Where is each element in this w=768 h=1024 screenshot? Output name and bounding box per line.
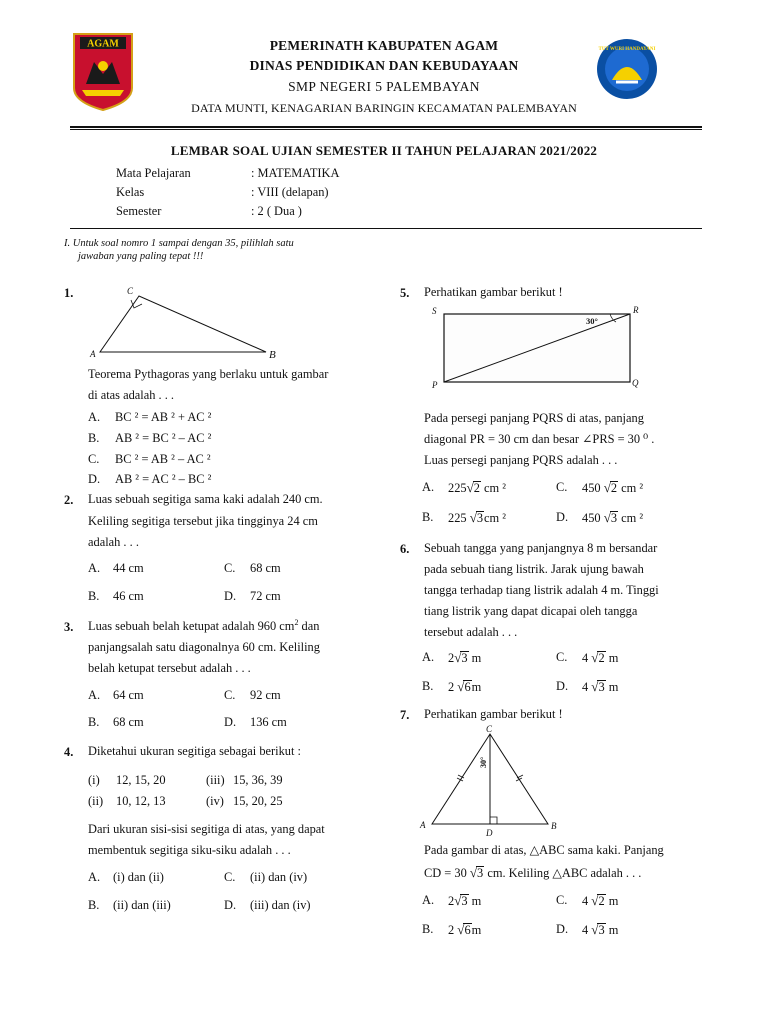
q5-option-b-pre: 225 (448, 511, 470, 525)
q6-option-a[interactable] (448, 650, 481, 666)
q1-option-b-letter[interactable]: B. (88, 431, 100, 445)
q7-label-c: C (486, 724, 493, 734)
q2-option-c-letter[interactable]: C. (224, 561, 236, 575)
q1-number: 1. (64, 286, 74, 300)
q5-option-a-pre: 225 (448, 481, 467, 495)
q5-option-c-rad: 2 (610, 481, 618, 495)
q7-option-a-rad: 3 (461, 894, 468, 908)
info-label-class: Kelas (116, 185, 145, 199)
q6-text-2: pada sebuah tiang listrik. Jarak ujung bawah (424, 562, 644, 576)
instruction-line-2: jawaban yang paling tepat !!! (78, 251, 204, 262)
q6-option-b-pre: 2 (448, 680, 458, 694)
q6-text-4: tiang listrik yang dapat dicapai oleh tangga (424, 604, 638, 618)
q6-option-d-rad: 3 (598, 680, 605, 694)
q4-number: 4. (64, 745, 74, 759)
q7-option-c-post: m (605, 894, 619, 908)
radical-icon: √ (457, 922, 465, 937)
instructions (64, 237, 364, 263)
radical-icon: √ (591, 650, 599, 665)
q7-text-2 (424, 862, 641, 884)
q4-set-ii-label: (ii) (88, 794, 104, 808)
q4-set-iii-label: (iii) (206, 773, 225, 787)
q2-option-d-letter[interactable]: D. (224, 589, 237, 603)
q4-set-ii: 10, 12, 13 (116, 794, 166, 808)
q3-option-b[interactable]: 68 cm (113, 715, 144, 729)
q5-label-p: P (432, 380, 438, 390)
q5-option-c-post: cm ² (618, 481, 644, 495)
q5-intro: Perhatikan gambar berikut ! (424, 285, 563, 299)
q4-set-i: 12, 15, 20 (116, 773, 166, 787)
q2-text-2: Keliling segitiga tersebut jika tingginya 24 cm (88, 514, 318, 528)
q7-option-b-rad: 6 (464, 923, 471, 937)
radical-icon: √ (591, 922, 599, 937)
radical-icon: √ (603, 510, 611, 525)
q7-text-2-rad: 3 (477, 866, 484, 880)
q5-label-angle: 30° (586, 316, 598, 326)
q7-option-c[interactable] (582, 893, 618, 909)
header-line-4: DATA MUNTI, KENAGARIAN BARINGIN KECAMATAN PALEMBAYAN (191, 101, 577, 115)
q3-option-d-letter[interactable]: D. (224, 715, 237, 729)
q4-option-c-letter[interactable]: C. (224, 870, 236, 884)
q5-label-q: Q (632, 378, 639, 388)
q5-option-a-letter[interactable]: A. (422, 480, 435, 494)
q5-option-d-letter[interactable]: D. (556, 510, 569, 524)
q7-option-d-rad: 3 (598, 923, 605, 937)
q5-text-3: Luas persegi panjang PQRS adalah . . . (424, 453, 618, 467)
info-rule (70, 228, 702, 229)
header-line-3: SMP NEGERI 5 PALEMBAYAN (288, 79, 480, 94)
q5-option-b-post: cm ² (484, 511, 506, 525)
q6-option-b-letter[interactable]: B. (422, 679, 434, 693)
q1-option-a[interactable]: BC ² = AB ² + AC ² (115, 410, 212, 424)
q5-label-s: S (432, 306, 437, 316)
q5-rectangle-figure (428, 304, 648, 392)
q7-number: 7. (400, 708, 410, 722)
q4-set-iv-label: (iv) (206, 794, 224, 808)
q6-option-a-letter[interactable]: A. (422, 650, 435, 664)
q1-option-a-letter[interactable]: A. (88, 410, 101, 424)
q5-label-r: R (633, 305, 639, 315)
radical-icon: √ (469, 865, 478, 880)
q6-option-a-post: m (468, 651, 482, 665)
q5-option-a[interactable] (448, 480, 506, 496)
q2-option-b-letter[interactable]: B. (88, 589, 100, 603)
info-value-class: : VIII (delapan) (251, 185, 329, 199)
q4-text-3: membentuk segitiga siku-siku adalah . . . (88, 843, 291, 857)
q5-option-b[interactable] (448, 510, 506, 526)
q5-option-d[interactable] (582, 510, 643, 526)
header-rule (70, 126, 702, 128)
q5-option-d-post: cm ² (618, 511, 644, 525)
radical-icon: √ (454, 893, 462, 908)
q7-option-c-letter[interactable]: C. (556, 893, 568, 907)
q3-text-1a: Luas sebuah belah ketupat adalah 960 cm (88, 619, 295, 633)
q7-option-d-letter[interactable]: D. (556, 922, 569, 936)
q5-option-c[interactable] (582, 480, 643, 496)
q3-text-1 (88, 616, 319, 637)
q3-text-2: panjangsalah satu diagonalnya 60 cm. Keliling (88, 640, 320, 654)
info-label-semester: Semester (116, 204, 162, 218)
radical-icon: √ (603, 480, 611, 495)
q4-option-a-letter[interactable]: A. (88, 870, 101, 884)
q2-option-b[interactable]: 46 cm (113, 589, 144, 603)
q2-option-a[interactable]: 44 cm (113, 561, 144, 575)
q5-option-a-rad: 2 (473, 481, 480, 495)
q6-option-c-pre: 4 (582, 651, 592, 665)
q6-option-d[interactable] (582, 679, 618, 695)
q7-option-d-post: m (605, 923, 619, 937)
q7-option-a-letter[interactable]: A. (422, 893, 435, 907)
q6-number: 6. (400, 542, 410, 556)
q6-option-d-letter[interactable]: D. (556, 679, 569, 693)
q1-option-d-letter[interactable]: D. (88, 472, 101, 486)
header-rule-thin (70, 129, 702, 130)
q4-option-a[interactable]: (i) dan (ii) (113, 870, 164, 884)
q2-number: 2. (64, 493, 74, 507)
q6-option-c-rad: 2 (598, 651, 605, 665)
q6-option-c-letter[interactable]: C. (556, 650, 568, 664)
tut-wuri-text: TUT WURI HANDAYANI (598, 47, 656, 52)
q4-option-b[interactable]: (ii) dan (iii) (113, 898, 171, 912)
q7-option-d[interactable] (582, 922, 618, 938)
q3-option-d[interactable]: 136 cm (250, 715, 287, 729)
q7-option-b[interactable] (448, 922, 481, 938)
q2-option-d[interactable]: 72 cm (250, 589, 281, 603)
q3-option-c[interactable]: 92 cm (250, 688, 281, 702)
q5-text-1: Pada persegi panjang PQRS di atas, panjang (424, 411, 644, 425)
radical-icon: √ (466, 480, 474, 495)
q7-option-a-post: m (468, 894, 482, 908)
q1-label-a: A (90, 349, 96, 359)
instruction-line-1: I. Untuk soal nomro 1 sampai dengan 35, pilihlah satu (64, 238, 294, 249)
q3-text-3: belah ketupat tersebut adalah . . . (88, 661, 251, 675)
header-line-2: DINAS PENDIDIKAN DAN KEBUDAYAAN (249, 58, 519, 73)
q1-option-c[interactable]: BC ² = AB ² – AC ² (115, 452, 211, 466)
info-value-semester: : 2 ( Dua ) (251, 204, 302, 218)
q1-text-2: di atas adalah . . . (88, 388, 175, 402)
q4-option-d-letter[interactable]: D. (224, 898, 237, 912)
q7-option-a-pre: 2 (448, 894, 455, 908)
q1-option-c-letter[interactable]: C. (88, 452, 100, 466)
q4-text-2: Dari ukuran sisi-sisi segitiga di atas, yang dapat (88, 822, 325, 836)
q7-label-b: B (551, 821, 557, 831)
q5-option-c-pre: 450 (582, 481, 604, 495)
q4-option-b-letter[interactable]: B. (88, 898, 100, 912)
q6-option-d-pre: 4 (582, 680, 592, 694)
q7-triangle-figure (420, 724, 570, 840)
q5-option-c-letter[interactable]: C. (556, 480, 568, 494)
q1-triangle-figure (90, 284, 290, 364)
exam-title: LEMBAR SOAL UJIAN SEMESTER II TAHUN PELAJARAN 2021/2022 (170, 143, 598, 158)
info-value-subject: : MATEMATIKA (251, 166, 340, 180)
q5-option-a-post: cm ² (480, 481, 506, 495)
q5-text-2: diagonal PR = 30 cm dan besar ∠PRS = 30 ⁰ . (424, 432, 655, 446)
q5-option-b-rad: 3 (476, 511, 484, 525)
q6-text-1: Sebuah tangga yang panjangnya 8 m bersandar (424, 541, 658, 555)
q7-text-2-pre: CD = 30 (424, 866, 470, 880)
q7-intro: Perhatikan gambar berikut ! (424, 707, 563, 721)
q2-option-c[interactable]: 68 cm (250, 561, 281, 575)
q1-text-1: Teorema Pythagoras yang berlaku untuk gambar (88, 367, 329, 381)
q2-text-1: Luas sebuah segitiga sama kaki adalah 240 cm. (88, 492, 323, 506)
radical-icon: √ (469, 510, 477, 525)
q7-option-b-pre: 2 (448, 923, 458, 937)
q7-option-b-post: m (471, 923, 482, 937)
q7-option-c-rad: 2 (598, 894, 605, 908)
q4-text-1: Diketahui ukuran segitiga sebagai berikut : (88, 744, 301, 758)
q6-option-d-post: m (605, 680, 619, 694)
radical-icon: √ (591, 679, 599, 694)
q3-option-a[interactable]: 64 cm (113, 688, 144, 702)
q7-label-d: D (486, 828, 493, 838)
radical-icon: √ (457, 679, 465, 694)
q6-option-b-rad: 6 (464, 680, 471, 694)
q4-set-iv: 15, 20, 25 (233, 794, 283, 808)
q7-label-a: A (420, 820, 426, 830)
q6-option-a-rad: 3 (461, 651, 468, 665)
q5-option-d-pre: 450 (582, 511, 604, 525)
q1-label-b: B (269, 349, 276, 361)
q3-option-a-letter[interactable]: A. (88, 688, 101, 702)
q1-option-b[interactable]: AB ² = BC ² – AC ² (115, 431, 212, 445)
q6-option-c[interactable] (582, 650, 618, 666)
agam-logo-text: AGAM (87, 38, 119, 50)
q1-label-c: C (127, 286, 134, 296)
q5-option-b-letter[interactable]: B. (422, 510, 434, 524)
q6-option-c-post: m (605, 651, 619, 665)
q5-number: 5. (400, 286, 410, 300)
q3-option-c-letter[interactable]: C. (224, 688, 236, 702)
info-label-subject: Mata Pelajaran (116, 166, 191, 180)
q2-option-a-letter[interactable]: A. (88, 561, 101, 575)
q7-option-d-pre: 4 (582, 923, 592, 937)
q6-text-5: tersebut adalah . . . (424, 625, 518, 639)
q6-option-b[interactable] (448, 679, 481, 695)
q7-text-2-post: cm. Keliling △ABC adalah . . . (484, 866, 642, 880)
header-line-1: PEMERINATH KABUPATEN AGAM (269, 38, 499, 53)
q4-set-iii: 15, 36, 39 (233, 773, 283, 787)
q5-option-d-rad: 3 (610, 511, 618, 525)
q3-text-1sup: 2 (294, 617, 299, 627)
q7-option-b-letter[interactable]: B. (422, 922, 434, 936)
q7-text-1: Pada gambar di atas, △ABC sama kaki. Panjang (424, 843, 664, 857)
q3-number: 3. (64, 620, 74, 634)
q7-option-a[interactable] (448, 893, 481, 909)
q3-option-b-letter[interactable]: B. (88, 715, 100, 729)
q3-text-1b: dan (298, 619, 320, 633)
radical-icon: √ (454, 650, 462, 665)
q7-label-angle: 30° (479, 756, 488, 768)
radical-icon: √ (591, 893, 599, 908)
q6-option-b-post: m (471, 680, 482, 694)
q4-set-i-label: (i) (88, 773, 100, 787)
q4-option-d[interactable]: (iii) dan (iv) (250, 898, 311, 912)
q2-text-3: adalah . . . (88, 535, 139, 549)
q7-option-c-pre: 4 (582, 894, 592, 908)
q1-option-d[interactable]: AB ² = AC ² – BC ² (115, 472, 212, 486)
q6-option-a-pre: 2 (448, 651, 455, 665)
q4-option-c[interactable]: (ii) dan (iv) (250, 870, 308, 884)
q6-text-3: tangga terhadap tiang listrik adalah 4 m. Tinggi (424, 583, 659, 597)
